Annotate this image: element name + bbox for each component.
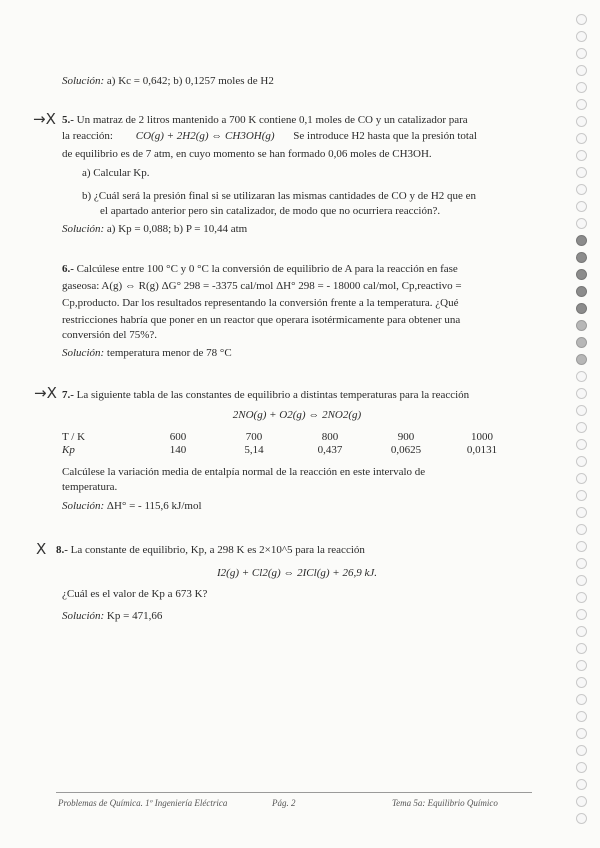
problem-6-line-4: restricciones habría que poner en un reactor que operara isotérmicamente para obtener una (62, 314, 461, 326)
problem-6-line-1 (62, 262, 458, 276)
binding-hole (576, 133, 587, 144)
binding-hole (576, 677, 587, 688)
binding-hole (576, 320, 587, 331)
problem-5-line-1 (62, 113, 468, 127)
problem-5-text: Se introduce H2 hasta que la presión total (293, 130, 477, 142)
binding-hole (576, 116, 587, 127)
binding-hole (576, 252, 587, 263)
binding-hole (576, 541, 587, 552)
problem-4-solution (62, 74, 274, 88)
table-row (62, 431, 520, 444)
binding-hole (576, 643, 587, 654)
binding-hole (576, 218, 587, 229)
problem-6-solution (62, 346, 232, 360)
problem-7-solution (62, 499, 202, 513)
solution-text: temperatura menor de 78 °C (106, 347, 232, 359)
problem-5-line-3: de equilibrio es de 7 atm, en cuyo momento se han formado 0,06 moles de CH3OH. (62, 148, 432, 160)
binding-hole (576, 762, 587, 773)
binding-hole (576, 31, 587, 42)
problem-7-number: 7.- (62, 389, 74, 401)
binding-hole (576, 235, 587, 246)
binding-hole (576, 405, 587, 416)
binding-hole (576, 626, 587, 637)
solution-label: Solución: (62, 223, 105, 235)
problem-5-item-a: a) Calcular Kp. (82, 167, 150, 179)
binding-hole (576, 711, 587, 722)
binding-hole (576, 371, 587, 382)
x-mark-icon: X (36, 540, 47, 558)
table-cell: 140 (169, 444, 187, 456)
table-cell: 1000 (471, 431, 493, 443)
table-cell: 5,14 (244, 444, 264, 456)
binding-hole (576, 99, 587, 110)
binding-hole (576, 490, 587, 501)
binding-hole (576, 14, 587, 25)
binding-hole (576, 354, 587, 365)
equilibrium-constant-table (62, 431, 520, 457)
binding-hole (576, 337, 587, 348)
problem-6-line-5: conversión del 75%?. (62, 329, 157, 341)
table-row-label: T / K (62, 431, 86, 443)
table-cell: 700 (245, 431, 263, 443)
footer-course: Problemas de Química. 1º Ingeniería Eléctrica (58, 798, 228, 808)
solution-label: Solución: (62, 75, 105, 87)
table-cell: 900 (397, 431, 415, 443)
solution-label: Solución: (62, 347, 105, 359)
problem-6-number: 6.- (62, 263, 74, 275)
spiral-binding (564, 0, 600, 848)
binding-hole (576, 456, 587, 467)
binding-hole (576, 473, 587, 484)
binding-hole (576, 694, 587, 705)
table-cell: 0,0625 (390, 444, 422, 456)
binding-hole (576, 286, 587, 297)
binding-hole (576, 813, 587, 824)
binding-hole (576, 524, 587, 535)
binding-hole (576, 660, 587, 671)
table-cell: 800 (321, 431, 339, 443)
binding-hole (576, 796, 587, 807)
x-mark-icon: →X (33, 110, 56, 128)
binding-hole (576, 82, 587, 93)
binding-hole (576, 65, 587, 76)
binding-hole (576, 303, 587, 314)
binding-hole (576, 167, 587, 178)
problem-5-line-2 (62, 129, 477, 143)
table-row (62, 444, 520, 457)
problem-5-equation: CO(g) + 2H2(g) ⇔ CH3OH(g) (135, 130, 275, 142)
problem-7-text: La siguiente tabla de las constantes de equilibrio a distintas temperaturas para la reacción (76, 389, 470, 401)
problem-5-text: Un matraz de 2 litros mantenido a 700 K contiene 0,1 moles de CO y un catalizador para (76, 114, 468, 126)
binding-hole (576, 507, 587, 518)
problem-5-number: 5.- (62, 114, 74, 126)
problem-8-intro (56, 543, 365, 557)
problem-8-text: La constante de equilibrio, Kp, a 298 K es 2×10^5 para la reacción (70, 544, 365, 556)
problem-6-line-3: Cp,producto. Dar los resultados representando la conversión frente a la temperatura. ¿Qué (62, 297, 459, 309)
footer-divider (56, 792, 532, 793)
problem-6-text: Calcúlese entre 100 °C y 0 °C la conversión de equilibrio de A para la reacción en fase (76, 263, 458, 275)
binding-hole (576, 779, 587, 790)
solution-label: Solución: (62, 610, 105, 622)
solution-text: a) Kc = 0,642; b) 0,1257 moles de H2 (106, 75, 274, 87)
binding-hole (576, 150, 587, 161)
problem-8-number: 8.- (56, 544, 68, 556)
problem-7-equation: 2NO(g) + O2(g) ⇔ 2NO2(g) (232, 409, 362, 421)
binding-hole (576, 388, 587, 399)
footer-page-number: Pág. 2 (272, 798, 296, 808)
footer-topic: Tema 5a: Equilibrio Químico (392, 798, 498, 808)
binding-hole (576, 575, 587, 586)
binding-hole (576, 184, 587, 195)
problem-7-intro (62, 388, 469, 402)
problem-7-text-line-2: temperatura. (62, 481, 118, 493)
binding-hole (576, 592, 587, 603)
binding-hole (576, 269, 587, 280)
binding-hole (576, 745, 587, 756)
solution-text: a) Kp = 0,088; b) P = 10,44 atm (106, 223, 248, 235)
table-cell: 0,437 (317, 444, 343, 456)
problem-8-equation: I2(g) + Cl2(g) ⇔ 2ICl(g) + 26,9 kJ. (217, 567, 377, 579)
problem-5-text: la reacción: (62, 130, 113, 142)
binding-hole (576, 422, 587, 433)
table-cell: 0,0131 (466, 444, 498, 456)
binding-hole (576, 201, 587, 212)
solution-label: Solución: (62, 500, 105, 512)
table-row-label: Kp (62, 444, 75, 456)
table-cell: 600 (169, 431, 187, 443)
problem-5-solution (62, 222, 247, 236)
binding-hole (576, 728, 587, 739)
problem-7-text-line-1: Calcúlese la variación media de entalpía normal de la reacción en este intervalo de (62, 466, 426, 478)
binding-hole (576, 439, 587, 450)
problem-5-item-b-line-2: el apartado anterior pero sin catalizador, de modo que no ocurriera reacción?. (100, 205, 441, 217)
problem-6-line-2: gaseosa: A(g) ⇔ R(g) ΔG° 298 = -3375 cal/mol ΔH° 298 = - 18000 cal/mol, Cp,reactivo = (62, 280, 462, 292)
binding-hole (576, 48, 587, 59)
binding-hole (576, 558, 587, 569)
problem-8-question: ¿Cuál es el valor de Kp a 673 K? (62, 588, 208, 600)
problem-8-solution (62, 609, 162, 623)
problem-5-item-b-line-1: b) ¿Cuál será la presión final si se utilizaran las mismas cantidades de CO y de H2 que en (82, 190, 477, 202)
solution-text: ΔH° = - 115,6 kJ/mol (106, 500, 202, 512)
x-mark-icon: →X (34, 384, 57, 402)
binding-hole (576, 609, 587, 620)
solution-text: Kp = 471,66 (106, 610, 163, 622)
